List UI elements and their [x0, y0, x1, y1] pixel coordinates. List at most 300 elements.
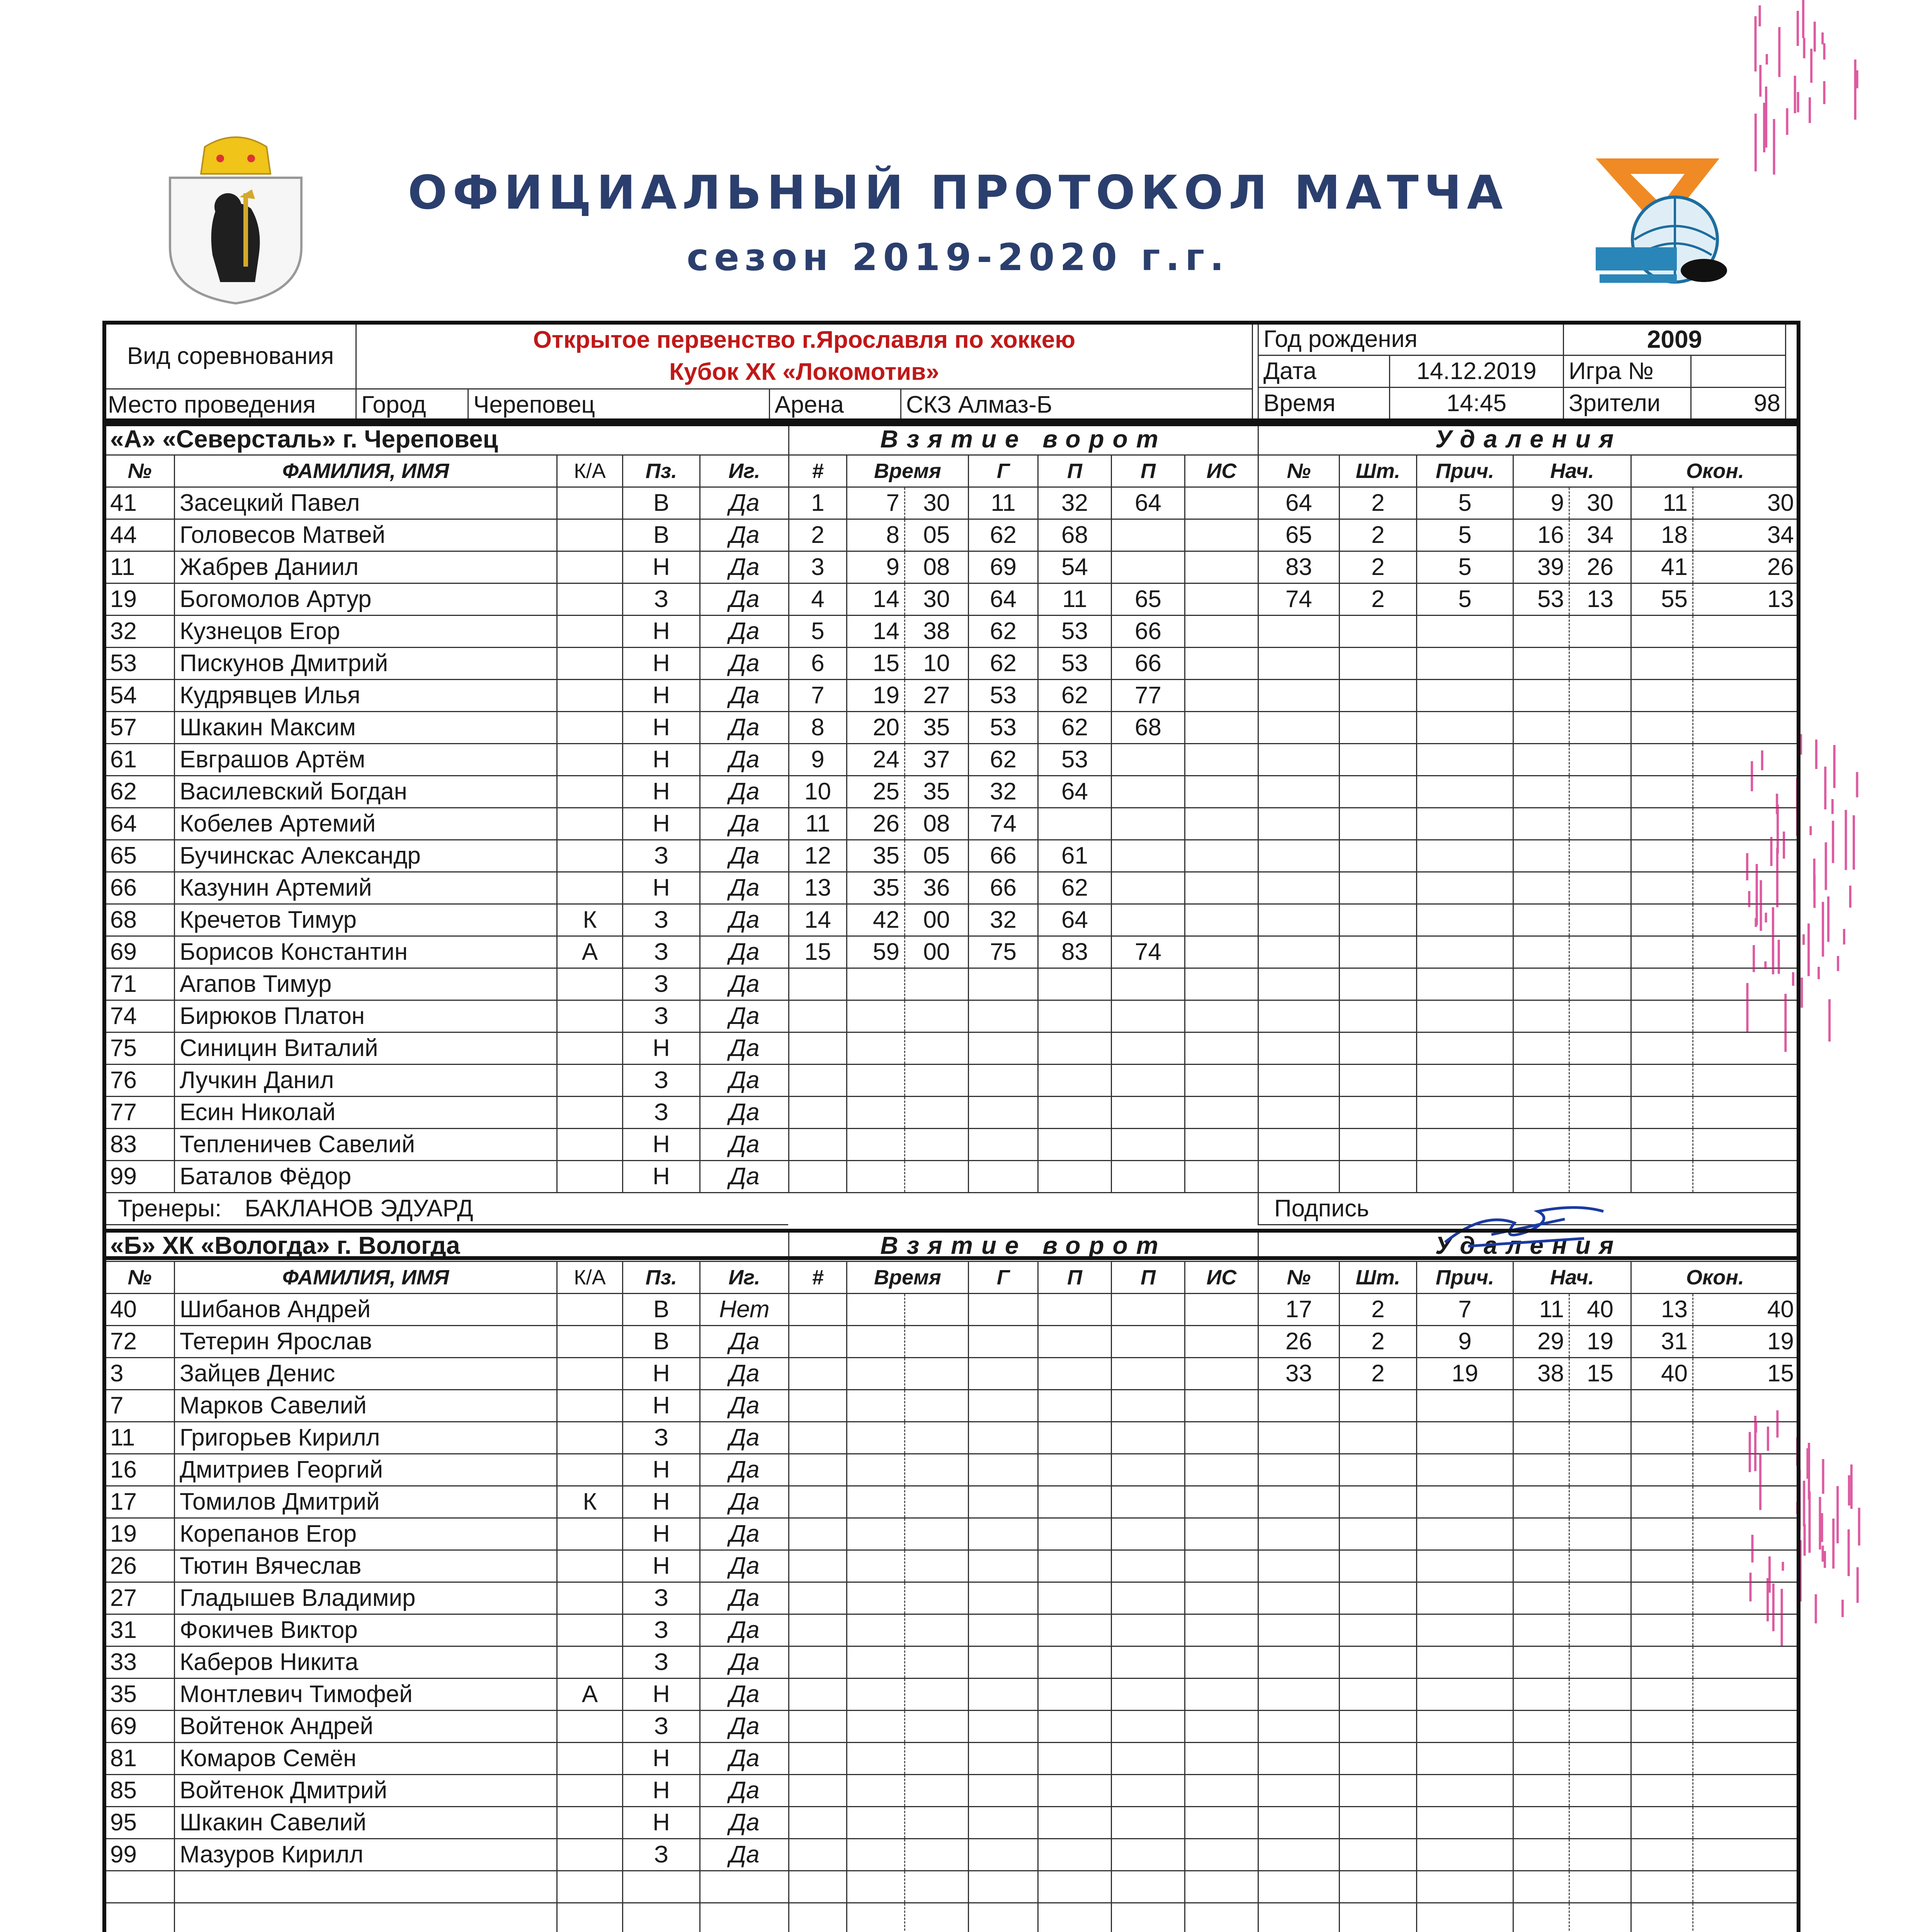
player-position: З: [623, 583, 700, 616]
player-captain: [557, 1326, 623, 1358]
pen-start-sec: 13: [1569, 583, 1631, 616]
player-position: Н: [623, 648, 700, 680]
goal-situation: [1185, 840, 1258, 872]
player-captain: [557, 1294, 623, 1326]
goal-index: [789, 1358, 847, 1390]
pen-start-sec: 15: [1569, 1358, 1631, 1390]
goal-index: 3: [789, 551, 847, 583]
table-row: [789, 680, 1258, 712]
goal-assist-2: [1112, 1358, 1185, 1390]
table-row: [789, 1775, 1258, 1807]
player-played: Да: [700, 583, 789, 616]
player-number: 76: [105, 1065, 175, 1097]
goal-minute: [847, 1582, 905, 1614]
table-row: [105, 1550, 789, 1582]
player-position: Н: [623, 744, 700, 776]
goal-assist-1: [1038, 1711, 1112, 1743]
goal-second: 30: [905, 487, 969, 519]
player-position: В: [623, 487, 700, 519]
goal-assist-2: [1112, 840, 1185, 872]
player-number: 32: [105, 616, 175, 648]
pen-reason: 9: [1417, 1326, 1513, 1358]
player-captain: [557, 519, 623, 551]
pen-number: [1258, 1454, 1340, 1486]
played-header: Иг.: [700, 1262, 789, 1294]
pen-minutes: 2: [1340, 1294, 1417, 1326]
coaches-label: Тренеры:: [118, 1195, 222, 1222]
pen-start-min: [1513, 616, 1569, 648]
goal-assist-2: [1112, 1775, 1185, 1807]
goal-second: [905, 1871, 969, 1903]
goal-situation: [1185, 1518, 1258, 1550]
pen-reason: 5: [1417, 487, 1513, 519]
player-captain: [557, 1711, 623, 1743]
goal-minute: [847, 1032, 905, 1065]
player-captain: [557, 583, 623, 616]
goal-situation: [1185, 1679, 1258, 1711]
player-captain: [557, 1614, 623, 1646]
goal-index: 2: [789, 519, 847, 551]
table-row: [789, 840, 1258, 872]
goal-second: [905, 1390, 969, 1422]
player-captain: К: [557, 904, 623, 936]
goal-situation: [1185, 1129, 1258, 1161]
table-row: [105, 1326, 789, 1358]
pen-minutes: [1340, 1065, 1417, 1097]
player-played: Да: [700, 1097, 789, 1129]
goal-second: [905, 1161, 969, 1193]
goal-second: 00: [905, 936, 969, 968]
pen-minutes: [1340, 1097, 1417, 1129]
player-captain: [557, 1646, 623, 1679]
goal-second: [905, 1711, 969, 1743]
player-name: Тетерин Ярослав: [175, 1326, 557, 1358]
player-captain: [557, 968, 623, 1000]
player-position: Н: [623, 1161, 700, 1193]
pen-reason: [1417, 1646, 1513, 1679]
pen-minutes: [1340, 1550, 1417, 1582]
goal-scorer: [969, 1743, 1038, 1775]
player-position: Н: [623, 1358, 700, 1390]
player-captain: [557, 808, 623, 840]
player-number: [105, 1871, 175, 1903]
pen-number: [1258, 808, 1340, 840]
pen-number: [1258, 1679, 1340, 1711]
goal-assist-1: [1038, 1903, 1112, 1932]
pen-number: [1258, 1065, 1340, 1097]
pen-number: 74: [1258, 583, 1340, 616]
player-captain: [557, 1129, 623, 1161]
competition-type-label: Вид соревнования: [105, 323, 356, 389]
pen-reason: [1417, 1422, 1513, 1454]
player-captain: [557, 1775, 623, 1807]
pen-number: [1258, 648, 1340, 680]
goal-second: [905, 1422, 969, 1454]
pen-start-sec: 40: [1569, 1294, 1631, 1326]
pen-start-min: [1513, 1000, 1569, 1032]
goal-assist-2: [1112, 1550, 1185, 1582]
pen-minutes: [1340, 1871, 1417, 1903]
pen-number: [1258, 872, 1340, 904]
table-row: [789, 616, 1258, 648]
player-position: Н: [623, 1390, 700, 1422]
pen-minutes: [1340, 1614, 1417, 1646]
pen-minutes: [1340, 1903, 1417, 1932]
player-position: Н: [623, 1550, 700, 1582]
player-played: Да: [700, 1065, 789, 1097]
goal-minute: 59: [847, 936, 905, 968]
name-header: ФАМИЛИЯ, ИМЯ: [175, 455, 557, 487]
player-played: Да: [700, 1129, 789, 1161]
player-position: Н: [623, 1518, 700, 1550]
goal-index: [789, 1032, 847, 1065]
pen-minutes: [1340, 680, 1417, 712]
goal-scorer: [969, 1129, 1038, 1161]
pen-end-header: Окон.: [1631, 455, 1799, 487]
team-a-signature-icon: [1437, 1196, 1611, 1254]
game-number-label: Игра №: [1564, 355, 1691, 388]
goal-assist-1: 83: [1038, 936, 1112, 968]
player-number: 62: [105, 776, 175, 808]
goal-situation: [1185, 1903, 1258, 1932]
goal-scorer: [969, 1646, 1038, 1679]
pen-end-sec: 34: [1693, 519, 1799, 551]
table-row: [105, 872, 789, 904]
goal-scorer: [969, 1871, 1038, 1903]
goal-scorer: [969, 1294, 1038, 1326]
table-row: [105, 551, 789, 583]
goal-assist-2: [1112, 1097, 1185, 1129]
player-position: Н: [623, 616, 700, 648]
goal-scorer: 53: [969, 680, 1038, 712]
table-row: [105, 487, 789, 519]
goal-assist-2: [1112, 1807, 1185, 1839]
goal-scorer-header: Г: [969, 455, 1038, 487]
goal-scorer: [969, 1000, 1038, 1032]
pen-minutes: [1340, 1711, 1417, 1743]
pen-start-min: [1513, 1646, 1569, 1679]
player-name: Кобелев Артемий: [175, 808, 557, 840]
player-position: Н: [623, 1454, 700, 1486]
table-row: [105, 1679, 789, 1711]
player-position: Н: [623, 1129, 700, 1161]
pen-start-min: [1513, 840, 1569, 872]
goal-situation: [1185, 1000, 1258, 1032]
player-number: 17: [105, 1486, 175, 1518]
pen-reason-header: Прич.: [1417, 455, 1513, 487]
goal-minute: 20: [847, 712, 905, 744]
goal-assist-1: [1038, 1390, 1112, 1422]
pen-minutes-header: Шт.: [1340, 455, 1417, 487]
pen-start-min: [1513, 1871, 1569, 1903]
goals-footer: [789, 1193, 1258, 1225]
pen-reason: [1417, 1161, 1513, 1193]
goal-assist-1: 61: [1038, 840, 1112, 872]
goal-index-header: #: [789, 1262, 847, 1294]
table-row: [789, 1743, 1258, 1775]
goal-index: [789, 1518, 847, 1550]
pen-start-sec: [1569, 1775, 1631, 1807]
goal-assist-1: [1038, 808, 1112, 840]
table-row: [789, 1646, 1258, 1679]
player-played: Да: [700, 1711, 789, 1743]
pen-start-sec: [1569, 1711, 1631, 1743]
pen-start-min: [1513, 1614, 1569, 1646]
goal-assist-1: 32: [1038, 487, 1112, 519]
table-row: [105, 1454, 789, 1486]
goal-second: [905, 1097, 969, 1129]
player-played: Да: [700, 519, 789, 551]
pen-start-min: [1513, 1486, 1569, 1518]
goal-scorer: [969, 1065, 1038, 1097]
goal-situation: [1185, 583, 1258, 616]
goal-minute: [847, 1614, 905, 1646]
player-played: Да: [700, 968, 789, 1000]
pen-minutes: [1340, 712, 1417, 744]
team_a-header: «А» «Северсталь» г. Череповец: [105, 423, 789, 455]
pen-reason: [1417, 1743, 1513, 1775]
goal-scorer: [969, 1161, 1038, 1193]
player-captain: [557, 1161, 623, 1193]
goal-assist-2: [1112, 1161, 1185, 1193]
table-row: [789, 648, 1258, 680]
pen-start-min: [1513, 1097, 1569, 1129]
pen-number: [1258, 904, 1340, 936]
coaches-row: [105, 1193, 789, 1225]
goal-second: [905, 1032, 969, 1065]
pen-minutes: [1340, 1161, 1417, 1193]
player-name: Баталов Фёдор: [175, 1161, 557, 1193]
season-title: сезон 2019-2020 г.г.: [687, 236, 1229, 279]
goal-index-header: #: [789, 455, 847, 487]
table-row: [789, 1550, 1258, 1582]
goal-index: 12: [789, 840, 847, 872]
pen-minutes: [1340, 1129, 1417, 1161]
pen-reason: 5: [1417, 551, 1513, 583]
player-number: 69: [105, 1711, 175, 1743]
table-row: [789, 1326, 1258, 1358]
player-name: Кречетов Тимур: [175, 904, 557, 936]
player-name: Богомолов Артур: [175, 583, 557, 616]
goal-assist-2: 66: [1112, 648, 1185, 680]
goal-situation: [1185, 808, 1258, 840]
pen-start-min: [1513, 744, 1569, 776]
goal-situation: [1185, 872, 1258, 904]
goal-second: [905, 1129, 969, 1161]
pen-number: [1258, 1582, 1340, 1614]
goal-second: 05: [905, 840, 969, 872]
player-name: Казунин Артемий: [175, 872, 557, 904]
table-row: [789, 1518, 1258, 1550]
player-captain: [557, 487, 623, 519]
goal-minute: [847, 1294, 905, 1326]
player-position: Н: [623, 872, 700, 904]
pen-start-sec: [1569, 840, 1631, 872]
goal-minute: 26: [847, 808, 905, 840]
goal-second: 00: [905, 904, 969, 936]
goal-scorer: [969, 1775, 1038, 1807]
player-played: Да: [700, 551, 789, 583]
goal-minute: 25: [847, 776, 905, 808]
goal-minute: 14: [847, 616, 905, 648]
goal-assist-2: [1112, 904, 1185, 936]
goal-assist-2: 74: [1112, 936, 1185, 968]
goal-assist-1: 53: [1038, 616, 1112, 648]
table-row: [789, 1807, 1258, 1839]
pen-start-min: [1513, 1679, 1569, 1711]
goal-assist-1: [1038, 1839, 1112, 1871]
pen-start-min: [1513, 1839, 1569, 1871]
table-row: [105, 1161, 789, 1193]
spectators-value: 98: [1691, 388, 1786, 420]
goal-minute: [847, 968, 905, 1000]
pen-start-sec: [1569, 1390, 1631, 1422]
player-number: 99: [105, 1839, 175, 1871]
pen-reason: [1417, 808, 1513, 840]
goal-assist-2: [1112, 1326, 1185, 1358]
pen-minutes: [1340, 904, 1417, 936]
player-position: З: [623, 1422, 700, 1454]
pen-reason: [1417, 872, 1513, 904]
pen-start-sec: [1569, 968, 1631, 1000]
table-row: [789, 712, 1258, 744]
player-number: 11: [105, 1422, 175, 1454]
number-header: №: [105, 455, 175, 487]
pen-reason: [1417, 1903, 1513, 1932]
pen-reason: [1417, 1711, 1513, 1743]
birth-year-value: 2009: [1564, 323, 1786, 355]
player-name: Евграшов Артём: [175, 744, 557, 776]
player-played: Да: [700, 1518, 789, 1550]
pen-number: [1258, 1646, 1340, 1679]
pen-start-sec: [1569, 712, 1631, 744]
pen-minutes: [1340, 968, 1417, 1000]
time-label: Время: [1258, 388, 1390, 420]
pen-end-sec: 40: [1693, 1294, 1799, 1326]
scan-artifact-icon: [1669, 0, 1916, 1932]
goal-situation: [1185, 487, 1258, 519]
goal-assist-2: [1112, 1646, 1185, 1679]
player-captain: [557, 1871, 623, 1903]
pen-reason: [1417, 776, 1513, 808]
goal-index: [789, 1000, 847, 1032]
player-position: В: [623, 519, 700, 551]
pen-start-sec: [1569, 1839, 1631, 1871]
goal-minute: [847, 1358, 905, 1390]
pen-minutes: [1340, 1486, 1417, 1518]
goal-minute: [847, 1065, 905, 1097]
pen-minutes: 2: [1340, 583, 1417, 616]
goal-index: [789, 1903, 847, 1932]
goal-assist-1: [1038, 1326, 1112, 1358]
pen-minutes: [1340, 1454, 1417, 1486]
player-captain: [557, 1422, 623, 1454]
goal-second: 08: [905, 808, 969, 840]
pen-minutes: [1340, 936, 1417, 968]
pen-end-sec: 15: [1693, 1358, 1799, 1390]
table-row: [105, 680, 789, 712]
pen-start-sec: [1569, 744, 1631, 776]
pen-number: [1258, 776, 1340, 808]
player-name: Марков Савелий: [175, 1390, 557, 1422]
goal-scorer: [969, 1097, 1038, 1129]
pen-reason: [1417, 1679, 1513, 1711]
goal-scorer: 64: [969, 583, 1038, 616]
goal-minute: [847, 1486, 905, 1518]
table-row: [105, 583, 789, 616]
pen-start-sec: [1569, 1646, 1631, 1679]
goal-minute: [847, 1775, 905, 1807]
player-name: Кудрявцев Илья: [175, 680, 557, 712]
player-number: 57: [105, 712, 175, 744]
table-row: [789, 1454, 1258, 1486]
goal-minute: 42: [847, 904, 905, 936]
goal-situation: [1185, 1294, 1258, 1326]
pen-start-min: [1513, 1129, 1569, 1161]
pen-minutes: 2: [1340, 1326, 1417, 1358]
goal-second: [905, 1486, 969, 1518]
pen-reason: [1417, 1097, 1513, 1129]
goal-assist-2: [1112, 1711, 1185, 1743]
date-value: 14.12.2019: [1390, 355, 1564, 388]
player-captain: А: [557, 936, 623, 968]
goal-minute: [847, 1097, 905, 1129]
number-header: №: [105, 1262, 175, 1294]
goal-assist1-header: П: [1038, 1262, 1112, 1294]
goal-assist-1: 62: [1038, 872, 1112, 904]
pen-end-min: 55: [1631, 583, 1693, 616]
pen-start-sec: [1569, 1422, 1631, 1454]
table-row: [789, 1129, 1258, 1161]
player-played: Да: [700, 712, 789, 744]
pen-start-sec: 30: [1569, 487, 1631, 519]
pen-start-sec: [1569, 1129, 1631, 1161]
goal-scorer: [969, 1326, 1038, 1358]
pen-reason: [1417, 1390, 1513, 1422]
goal-index: [789, 1294, 847, 1326]
table-row: [105, 1358, 789, 1390]
goal-situation: [1185, 1486, 1258, 1518]
player-position: З: [623, 1711, 700, 1743]
goal-scorer: 32: [969, 776, 1038, 808]
player-position: З: [623, 1839, 700, 1871]
pen-end-sec: 19: [1693, 1326, 1799, 1358]
venue-table: [104, 388, 1253, 422]
goal-situation: [1185, 1646, 1258, 1679]
player-captain: [557, 712, 623, 744]
goal-second: [905, 1550, 969, 1582]
goal-second: [905, 1065, 969, 1097]
table-row: [789, 1065, 1258, 1097]
player-name: Войтенок Андрей: [175, 1711, 557, 1743]
pen-number: [1258, 1390, 1340, 1422]
pen-minutes: [1340, 1582, 1417, 1614]
pen-start-min: [1513, 1807, 1569, 1839]
pen-reason: [1417, 1614, 1513, 1646]
player-position: В: [623, 1294, 700, 1326]
goal-assist-1: 64: [1038, 904, 1112, 936]
pen-start-sec: [1569, 648, 1631, 680]
player-number: 16: [105, 1454, 175, 1486]
player-name: Агапов Тимур: [175, 968, 557, 1000]
table-row: [105, 1518, 789, 1550]
pen-start-sec: [1569, 904, 1631, 936]
pen-minutes: 2: [1340, 551, 1417, 583]
goal-second: [905, 1518, 969, 1550]
pen-end-min: 31: [1631, 1326, 1693, 1358]
player-number: 7: [105, 1390, 175, 1422]
goal-index: [789, 1326, 847, 1358]
